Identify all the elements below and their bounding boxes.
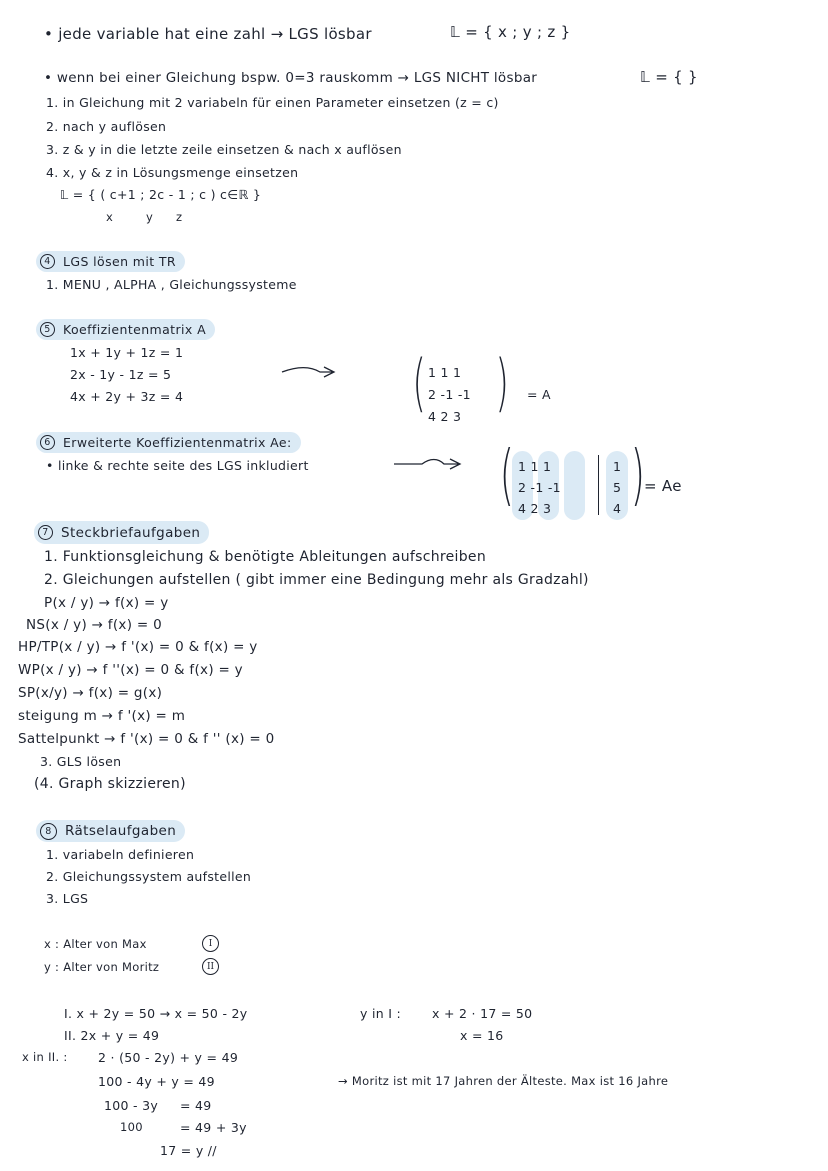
- back-substitution-result: x = 16: [460, 1028, 504, 1043]
- equation-i: I. x + 2y = 50 → x = 50 - 2y: [64, 1006, 248, 1021]
- back-substitution-eq: x + 2 · 17 = 50: [432, 1006, 533, 1021]
- matrix-a-right-paren: ): [495, 346, 509, 419]
- condition-point: P(x / y) → f(x) = y: [44, 595, 169, 611]
- substitution-line-4: 100: [120, 1120, 143, 1134]
- section-7-step-2: 2. Gleichungen aufstellen ( gibt immer eine Bedingung mehr als Gradzahl): [44, 572, 589, 588]
- section-6-title: Erweiterte Koeffizientenmatrix Ae:: [63, 435, 292, 450]
- section-5-title: Koeffizientenmatrix A: [63, 322, 207, 337]
- substitution-line-2: 100 - 4y + y = 49: [98, 1074, 215, 1089]
- section-6-number: 6: [40, 435, 55, 450]
- section-8-step-2: 2. Gleichungssystem aufstellen: [46, 869, 252, 884]
- matrix-ae-left-paren: (: [499, 436, 514, 513]
- matrix-ae-rhs-2: 5: [613, 480, 622, 495]
- section-4-number: 4: [40, 254, 55, 269]
- condition-slope: steigung m → f '(x) = m: [18, 708, 186, 724]
- intro-step-1: 1. in Gleichung mit 2 variabeln für einen Parameter einsetzen (z = c): [46, 95, 499, 110]
- back-substitution-label: y in I :: [360, 1006, 402, 1021]
- equation-1: 1x + 1y + 1z = 1: [70, 345, 184, 360]
- matrix-ae-rhs-3: 4: [613, 501, 622, 516]
- var-y-definition: y : Alter von Moritz: [44, 960, 160, 974]
- matrix-a-row-2: 2 -1 -1: [428, 387, 471, 402]
- section-8-step-1: 1. variabeln definieren: [46, 847, 195, 862]
- condition-zero: NS(x / y) → f(x) = 0: [26, 617, 162, 633]
- equation-2: 2x - 1y - 1z = 5: [70, 367, 172, 382]
- rule-unsolvable: • wenn bei einer Gleichung bspw. 0=3 rauskomm → LGS NICHT lösbar: [44, 70, 538, 86]
- section-8-heading: [36, 820, 185, 842]
- solution-set-empty: 𝕃 = { }: [640, 68, 698, 86]
- matrix-a-row-3: 4 2 3: [428, 409, 462, 424]
- condition-saddle: Sattelpunkt → f '(x) = 0 & f '' (x) = 0: [18, 731, 275, 747]
- section-7-title: Steckbriefaufgaben: [61, 524, 201, 541]
- condition-extremum: HP/TP(x / y) → f '(x) = 0 & f(x) = y: [18, 639, 258, 655]
- condition-intersection: SP(x/y) → f(x) = g(x): [18, 685, 163, 701]
- label-x: x: [106, 210, 114, 224]
- section-6-heading: [36, 432, 301, 453]
- intro-solution-set: 𝕃 = { ( c+1 ; 2c - 1 ; c ) c∈ℝ }: [60, 187, 262, 202]
- arrow-icon: [392, 456, 470, 472]
- roman-i-badge: I: [202, 935, 219, 952]
- var-x-definition: x : Alter von Max: [44, 937, 147, 951]
- matrix-a-row-1: 1 1 1: [428, 365, 462, 380]
- rule-solvable: • jede variable hat eine zahl → LGS lösbar: [44, 25, 372, 43]
- section-7-heading: [34, 521, 209, 544]
- matrix-ae-rhs-1: 1: [613, 459, 622, 474]
- matrix-ae-divider: [598, 455, 599, 515]
- substitution-label: x in II. :: [22, 1050, 68, 1064]
- matrix-ae-col-3-highlight: [564, 451, 585, 520]
- section-7-step-3: 3. GLS lösen: [40, 754, 122, 769]
- section-4-step: 1. MENU , ALPHA , Gleichungssysteme: [46, 277, 297, 292]
- section-4-title: LGS lösen mit TR: [63, 254, 177, 269]
- matrix-ae-row-2: 2 -1 -1: [518, 480, 561, 495]
- intro-step-4: 4. x, y & z in Lösungsmenge einsetzen: [46, 165, 299, 180]
- section-4-heading: [36, 251, 185, 272]
- substitution-result: 17 = y //: [160, 1143, 217, 1158]
- intro-step-3: 3. z & y in die letzte zeile einsetzen & nach x auflösen: [46, 142, 402, 157]
- section-8-number: 8: [40, 823, 57, 840]
- substitution-line-3-rhs: = 49: [180, 1098, 212, 1113]
- matrix-ae-right-paren: ): [630, 436, 645, 513]
- intro-step-2: 2. nach y auflösen: [46, 119, 167, 134]
- section-5-heading: [36, 319, 215, 340]
- substitution-line-1: 2 · (50 - 2y) + y = 49: [98, 1050, 239, 1065]
- label-y: y: [146, 210, 154, 224]
- section-7-step-4: (4. Graph skizzieren): [34, 776, 186, 792]
- arrow-icon: [280, 364, 340, 380]
- substitution-line-3: 100 - 3y: [104, 1098, 159, 1113]
- matrix-ae-row-3: 4 2 3: [518, 501, 552, 516]
- roman-ii-badge: II: [202, 958, 219, 975]
- equation-3: 4x + 2y + 3z = 4: [70, 389, 184, 404]
- matrix-a-left-paren: (: [412, 346, 426, 419]
- condition-inflection: WP(x / y) → f ''(x) = 0 & f(x) = y: [18, 662, 243, 678]
- substitution-line-4-rhs: = 49 + 3y: [180, 1120, 247, 1135]
- section-8-step-3: 3. LGS: [46, 891, 89, 906]
- label-z: z: [176, 210, 183, 224]
- section-6-note: • linke & rechte seite des LGS inkludiert: [46, 458, 309, 473]
- conclusion: → Moritz ist mit 17 Jahren der Älteste. Max ist 16 Jahre: [338, 1074, 669, 1088]
- matrix-ae-label: = Ae: [644, 477, 682, 495]
- matrix-a-label: = A: [527, 387, 551, 402]
- section-7-step-1: 1. Funktionsgleichung & benötigte Ableitungen aufschreiben: [44, 549, 486, 565]
- section-7-number: 7: [38, 525, 53, 540]
- solution-set-solvable: 𝕃 = { x ; y ; z }: [450, 23, 571, 41]
- equation-ii: II. 2x + y = 49: [64, 1028, 160, 1043]
- section-5-number: 5: [40, 322, 55, 337]
- matrix-ae-row-1: 1 1 1: [518, 459, 552, 474]
- section-8-title: Rätselaufgaben: [65, 823, 177, 839]
